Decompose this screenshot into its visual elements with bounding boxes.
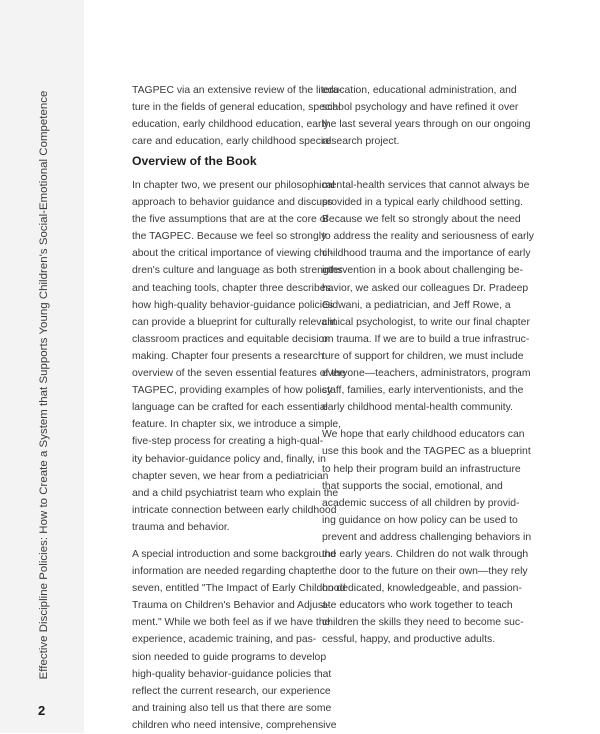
text-line: and a child psychiatrist team who explain the [132, 487, 339, 499]
text-line: and training also tell us that there are some [132, 702, 332, 714]
section-heading: Overview of the Book [132, 154, 257, 168]
text-line: TAGPEC, providing examples of how policy [132, 385, 333, 397]
text-line: Because we felt so strongly about the need [322, 214, 521, 226]
text-line: early childhood mental-health community. [322, 402, 513, 414]
intro-right-column [322, 82, 531, 150]
paragraph [132, 177, 346, 536]
text-line: A special introduction and some background [132, 548, 336, 560]
text-line: feature. In chapter six, we introduce a simple, [132, 419, 342, 431]
text-line: ment." While we both feel as if we have the [132, 617, 331, 629]
text-line: school psychology and have refined it over [322, 102, 519, 114]
text-line: care and education, early childhood special [132, 136, 332, 148]
text-line: prevent and address challenging behaviors in [322, 531, 532, 543]
text-line: can provide a blueprint for culturally relevant [132, 316, 336, 328]
text-line: dren's culture and language as both strengths [132, 265, 343, 277]
text-line: havior, we asked our colleagues Dr. Pradeep [322, 282, 529, 294]
text-line: to address the reality and seriousness of early [322, 231, 534, 243]
text-line: ate educators who work together to teach [322, 600, 513, 612]
text-line: education, educational administration, and [322, 85, 517, 96]
text-line: ing guidance on how policy can be used to [322, 514, 518, 526]
text-line: chapter seven, we hear from a pediatrician [132, 470, 329, 482]
text-line: childhood trauma and the importance of early [322, 248, 531, 260]
text-line: cessful, happy, and productive adults. [322, 634, 496, 646]
text-line: five-step process for creating a high-qual- [132, 436, 324, 448]
text-line: the five assumptions that are at the core of [132, 214, 329, 226]
text-line: education, early childhood education, early [132, 119, 329, 131]
main-left-column [132, 177, 346, 734]
text-line: the door to the future on their own—they rely [322, 566, 528, 578]
text-line: classroom practices and equitable decision [132, 333, 331, 345]
text-line: overview of the seven essential features of the [132, 368, 346, 380]
text-line: sion needed to guide programs to develop [132, 651, 327, 663]
text-line: research project. [322, 136, 400, 148]
paragraph [322, 177, 534, 416]
text-line: on dedicated, knowledgeable, and passion- [322, 583, 522, 595]
text-line: academic success of all children by provid- [322, 497, 520, 509]
text-line: ity behavior-guidance policy and, finally, in [132, 453, 326, 465]
text-line: provided in a typical early childhood setting. [322, 197, 524, 209]
text-line: Gidwani, a pediatrician, and Jeff Rowe, a [322, 299, 511, 311]
text-line: use this book and the TAGPEC as a blueprint [322, 446, 531, 458]
page-number: 2 [38, 703, 46, 718]
intro-left-column [132, 82, 343, 150]
text-line: making. Chapter four presents a research [132, 350, 324, 362]
text-line: everyone—teachers, administrators, program [322, 368, 531, 380]
main-right-column [322, 177, 534, 649]
text-line: children who need intensive, comprehensive [132, 719, 337, 731]
text-line: We hope that early childhood educators can [322, 429, 525, 441]
text-line: TAGPEC via an extensive review of the litera- [132, 85, 343, 96]
text-line: the TAGPEC. Because we feel so strongly [132, 231, 327, 243]
text-line: trauma and behavior. [132, 521, 230, 533]
text-line: about the critical importance of viewing chil- [132, 248, 333, 260]
text-line: information are needed regarding chapter [132, 566, 324, 578]
text-line: on trauma. If we are to build a true infrastruc- [322, 333, 530, 345]
text-line: the last several years through on our ongoing [322, 119, 531, 131]
paragraph [322, 426, 532, 648]
text-line: staff, families, early interventionists, and the [322, 385, 524, 397]
text-line: approach to behavior guidance and discuss [132, 197, 333, 209]
running-title-text: Effective Discipline Policies: How to Create a System that Supports Young Children's Social-Emotional Competence [38, 90, 50, 680]
paragraph [132, 546, 346, 734]
text-line: the early years. Children do not walk through [322, 548, 529, 560]
text-line: to help their program build an infrastructure [322, 463, 521, 475]
text-line: how high-quality behavior-guidance policies [132, 299, 334, 311]
text-line: intricate connection between early childhood [132, 504, 337, 516]
text-line: language can be crafted for each essential [132, 402, 328, 414]
text-line: experience, academic training, and pas- [132, 634, 317, 646]
text-line: In chapter two, we present our philosophical [132, 180, 335, 191]
text-line: that supports the social, emotional, and [322, 480, 503, 492]
text-line: ture of support for children, we must include [322, 350, 524, 362]
text-line: Trauma on Children's Behavior and Adjust- [132, 600, 330, 612]
text-line: ture in the fields of general education, special [132, 102, 341, 114]
text-line: children the skills they need to become suc- [322, 617, 524, 629]
text-line: clinical psychologist, to write our final chapter [322, 316, 530, 328]
text-line: and teaching tools, chapter three describes [132, 282, 331, 294]
intro-left-paragraph [132, 82, 343, 150]
text-line: seven, entitled "The Impact of Early Childhood [132, 583, 346, 595]
text-line: mental-health services that cannot always be [322, 180, 530, 191]
text-line: reflect the current research, our experience [132, 685, 331, 697]
text-line: intervention in a book about challenging be- [322, 265, 524, 277]
intro-right-paragraph [322, 82, 531, 150]
text-line: high-quality behavior-guidance policies that [132, 668, 332, 680]
